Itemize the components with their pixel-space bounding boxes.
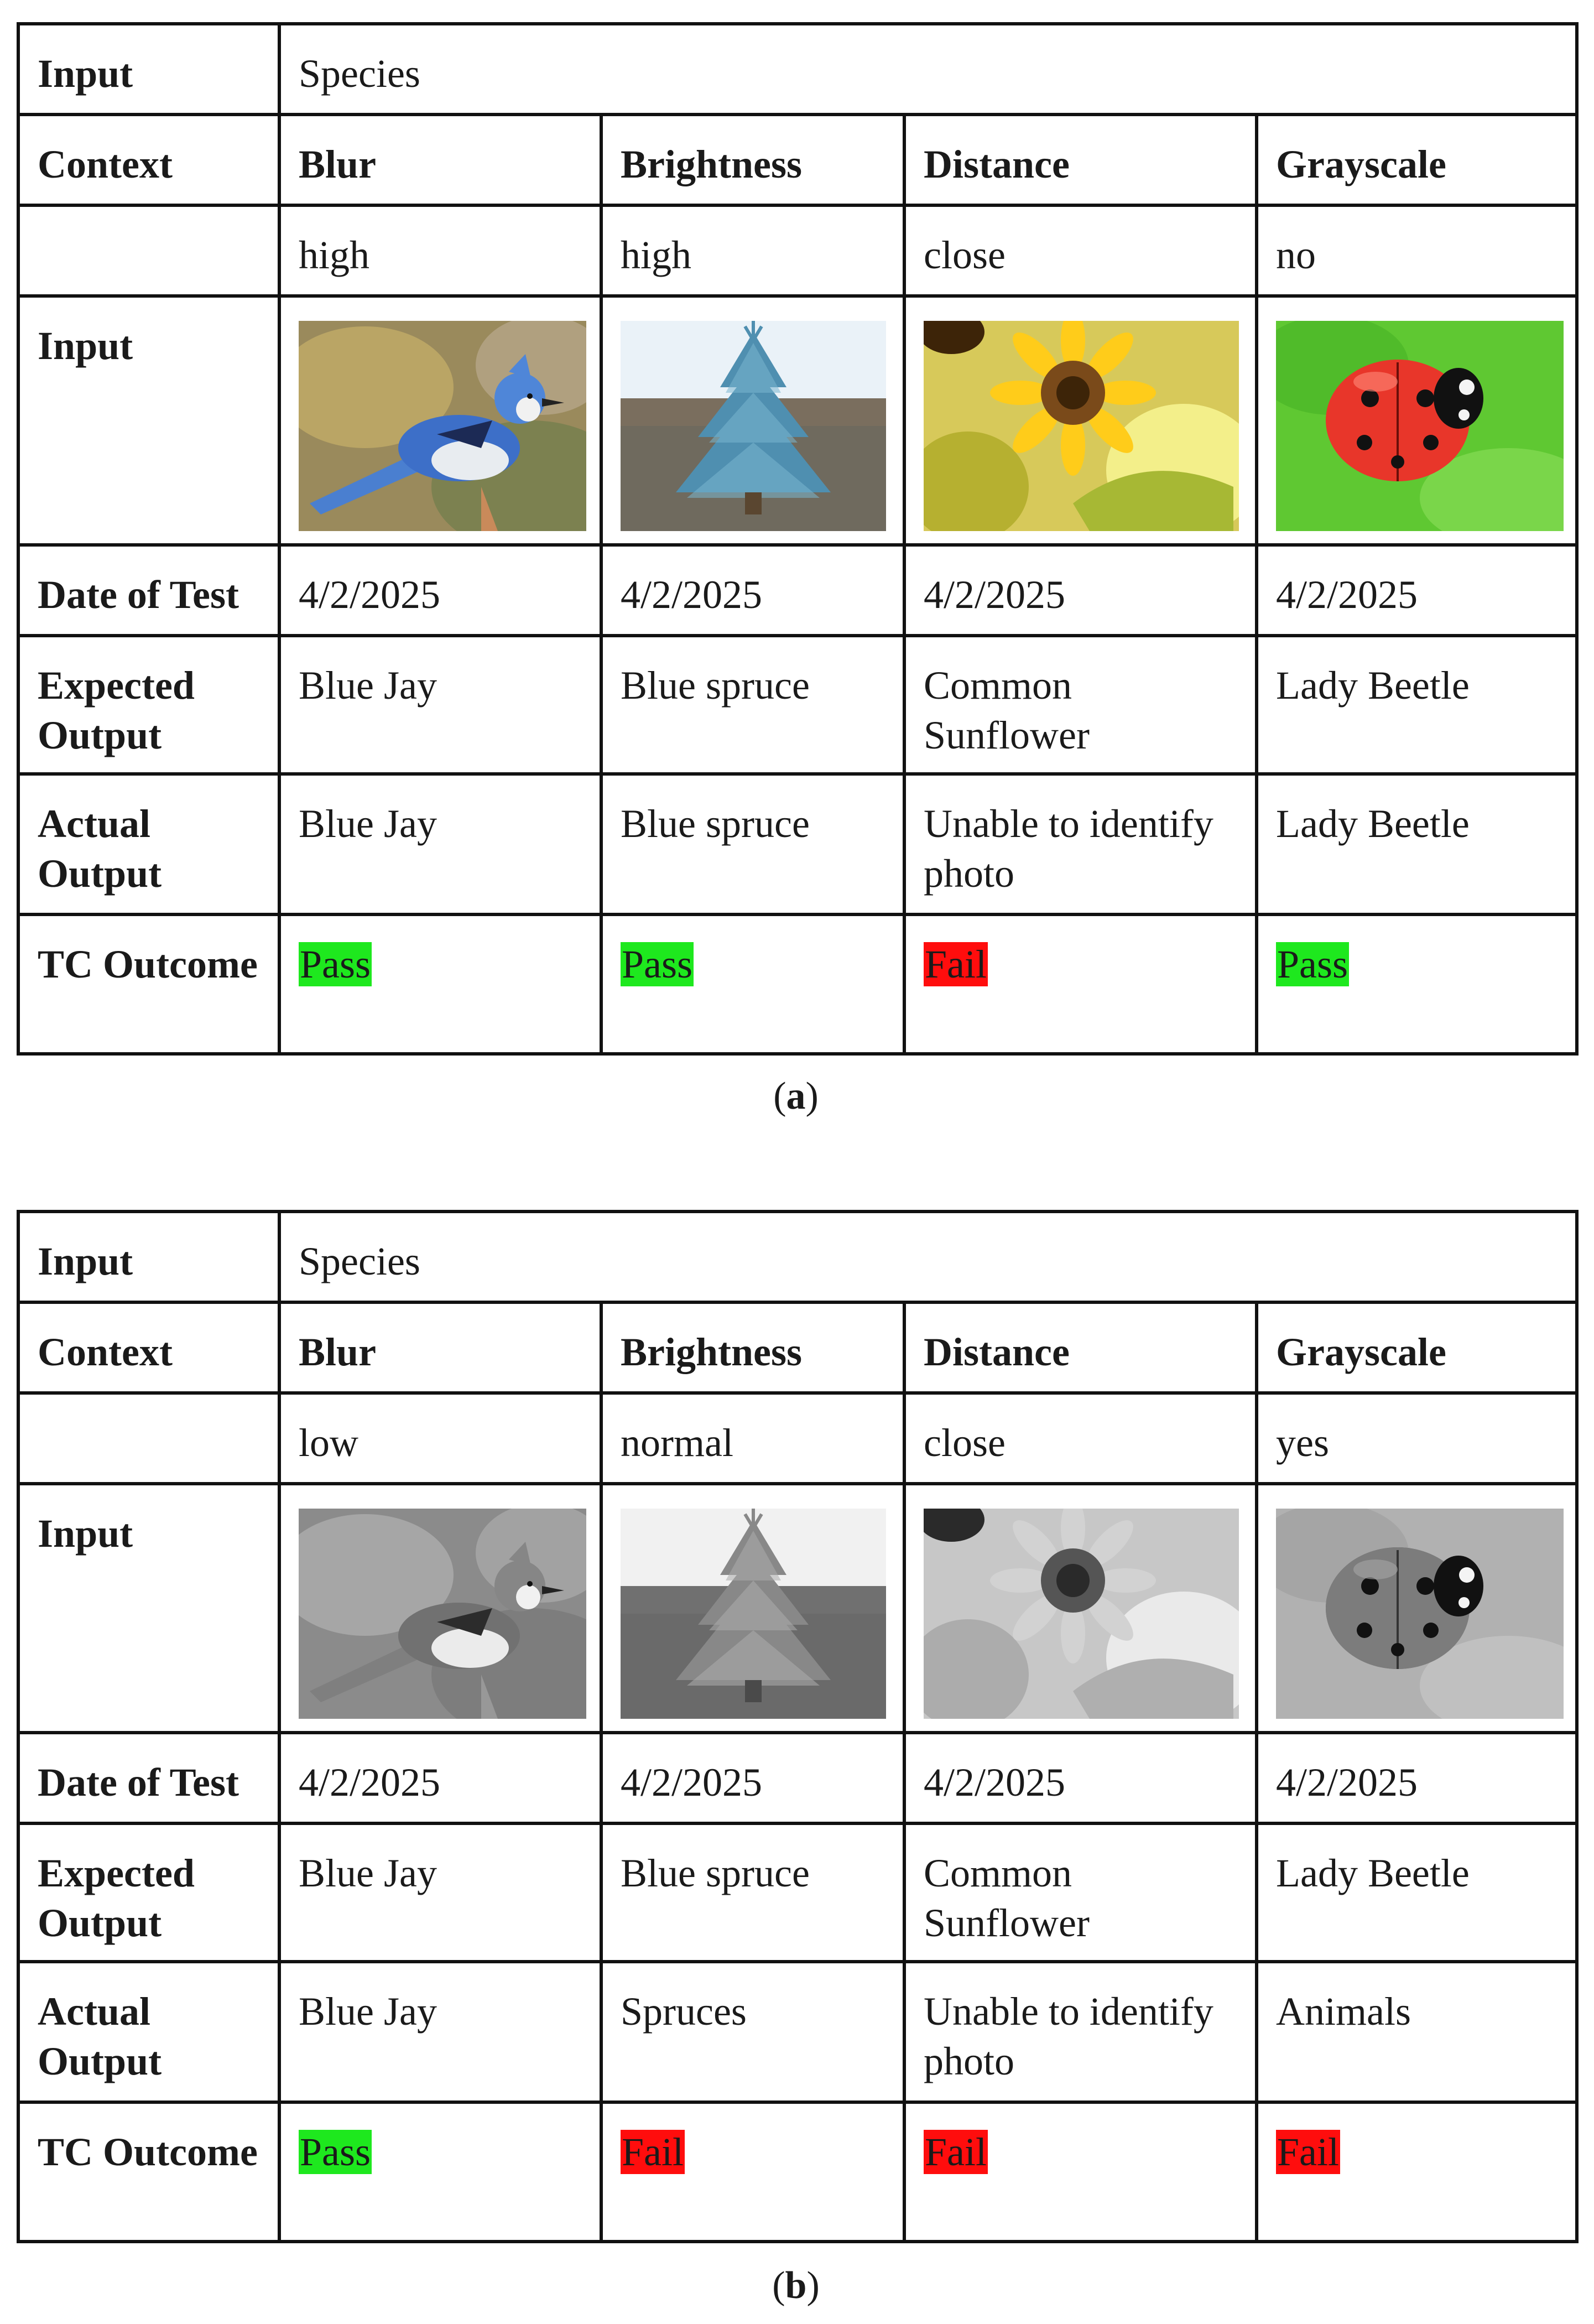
actual-value: Spruces <box>601 1962 904 2102</box>
context-row <box>18 1302 1577 1393</box>
row-label-context: Context <box>18 1302 279 1393</box>
row-label-outcome: TC Outcome <box>18 2102 279 2242</box>
outcome-badge: Pass <box>622 942 693 986</box>
context-row <box>18 115 1577 205</box>
actual-value: Animals <box>1257 1962 1577 2102</box>
row-label-context: Context <box>18 115 279 205</box>
date-value: 4/2/2025 <box>279 1733 601 1823</box>
context-value-distance: close <box>904 205 1257 296</box>
context-brightness: Brightness <box>601 1302 904 1393</box>
input-value: Species <box>279 1212 1577 1302</box>
sunflower-photo <box>924 1509 1239 1719</box>
outcome-badge: Pass <box>1277 942 1348 986</box>
image-cell <box>1257 1484 1577 1733</box>
date-value: 4/2/2025 <box>904 1733 1257 1823</box>
caption-open: ( <box>772 2264 785 2307</box>
image-row <box>18 296 1577 545</box>
context-distance: Distance <box>904 115 1257 205</box>
outcome-row <box>18 2102 1577 2242</box>
image-cell <box>1257 296 1577 545</box>
actual-value: Unable to identify photo <box>904 1962 1257 2102</box>
image-cell <box>279 1484 601 1733</box>
context-value-grayscale: yes <box>1257 1393 1577 1484</box>
expected-value: Blue spruce <box>601 636 904 774</box>
context-grayscale: Grayscale <box>1257 1302 1577 1393</box>
expected-value: Blue Jay <box>279 636 601 774</box>
panel-caption <box>17 2264 1575 2308</box>
context-brightness: Brightness <box>601 115 904 205</box>
outcome-badge: Pass <box>300 942 371 986</box>
test-table-panel-a <box>17 22 1575 1117</box>
blue-spruce-photo <box>621 1509 886 1719</box>
expected-value: Lady Beetle <box>1257 636 1577 774</box>
image-row <box>18 1484 1577 1733</box>
date-value: 4/2/2025 <box>601 1733 904 1823</box>
row-label-outcome: TC Outcome <box>18 914 279 1054</box>
row-label-actual: Actual Output <box>18 774 279 914</box>
outcome-cell <box>279 2102 601 2242</box>
context-value-brightness: normal <box>601 1393 904 1484</box>
blue-jay-photo <box>299 1509 586 1719</box>
caption-open: ( <box>773 1075 786 1117</box>
context-value-blur: low <box>279 1393 601 1484</box>
date-value: 4/2/2025 <box>904 545 1257 636</box>
image-cell <box>601 296 904 545</box>
actual-value: Unable to identify photo <box>904 774 1257 914</box>
panel-caption <box>17 1074 1575 1119</box>
row-label-actual: Actual Output <box>18 1962 279 2102</box>
outcome-badge: Fail <box>925 942 987 986</box>
blue-jay-photo <box>299 321 586 531</box>
ladybug-photo <box>1276 1509 1564 1719</box>
test-table-panel-b <box>17 1210 1575 2307</box>
input-row <box>18 1212 1577 1302</box>
outcome-badge: Fail <box>1277 2130 1340 2174</box>
row-label-expected: Expected Output <box>18 1823 279 1962</box>
row-label-date: Date of Test <box>18 545 279 636</box>
actual-value: Blue spruce <box>601 774 904 914</box>
context-distance: Distance <box>904 1302 1257 1393</box>
date-row <box>18 1733 1577 1823</box>
outcome-badge: Fail <box>925 2130 987 2174</box>
outcome-cell <box>1257 2102 1577 2242</box>
input-value: Species <box>279 24 1577 115</box>
context-value-brightness: high <box>601 205 904 296</box>
date-value: 4/2/2025 <box>601 545 904 636</box>
context-value-distance: close <box>904 1393 1257 1484</box>
outcome-cell <box>904 914 1257 1054</box>
context-value-row <box>18 205 1577 296</box>
actual-value: Lady Beetle <box>1257 774 1577 914</box>
image-cell <box>279 296 601 545</box>
expected-row <box>18 1823 1577 1962</box>
date-row <box>18 545 1577 636</box>
outcome-row <box>18 914 1577 1054</box>
caption-close: ) <box>806 2264 820 2307</box>
context-grayscale: Grayscale <box>1257 115 1577 205</box>
date-value: 4/2/2025 <box>1257 1733 1577 1823</box>
ladybug-photo <box>1276 321 1564 531</box>
sunflower-photo <box>924 321 1239 531</box>
expected-value: Common Sunflower <box>904 636 1257 774</box>
test-case-table <box>17 1210 1579 2243</box>
actual-row <box>18 1962 1577 2102</box>
row-label-input-image: Input <box>18 296 279 545</box>
context-value-blur: high <box>279 205 601 296</box>
date-value: 4/2/2025 <box>279 545 601 636</box>
outcome-badge: Fail <box>622 2130 684 2174</box>
expected-value: Common Sunflower <box>904 1823 1257 1962</box>
image-cell <box>904 296 1257 545</box>
row-label-input: Input <box>18 24 279 115</box>
expected-row <box>18 636 1577 774</box>
context-value-empty <box>18 1393 279 1484</box>
row-label-input: Input <box>18 1212 279 1302</box>
image-cell <box>904 1484 1257 1733</box>
expected-value: Lady Beetle <box>1257 1823 1577 1962</box>
outcome-cell <box>601 2102 904 2242</box>
context-value-row <box>18 1393 1577 1484</box>
actual-value: Blue Jay <box>279 774 601 914</box>
context-blur: Blur <box>279 1302 601 1393</box>
context-blur: Blur <box>279 115 601 205</box>
row-label-date: Date of Test <box>18 1733 279 1823</box>
expected-value: Blue Jay <box>279 1823 601 1962</box>
outcome-cell <box>1257 914 1577 1054</box>
test-case-table <box>17 22 1579 1056</box>
context-value-empty <box>18 205 279 296</box>
outcome-cell <box>601 914 904 1054</box>
input-row <box>18 24 1577 115</box>
date-value: 4/2/2025 <box>1257 545 1577 636</box>
outcome-cell <box>904 2102 1257 2242</box>
context-value-grayscale: no <box>1257 205 1577 296</box>
image-cell <box>601 1484 904 1733</box>
row-label-input-image: Input <box>18 1484 279 1733</box>
row-label-expected: Expected Output <box>18 636 279 774</box>
caption-letter: a <box>786 1075 806 1117</box>
blue-spruce-photo <box>621 321 886 531</box>
outcome-cell <box>279 914 601 1054</box>
actual-row <box>18 774 1577 914</box>
actual-value: Blue Jay <box>279 1962 601 2102</box>
caption-letter: b <box>785 2264 807 2307</box>
caption-close: ) <box>805 1075 819 1117</box>
outcome-badge: Pass <box>300 2130 371 2174</box>
expected-value: Blue spruce <box>601 1823 904 1962</box>
